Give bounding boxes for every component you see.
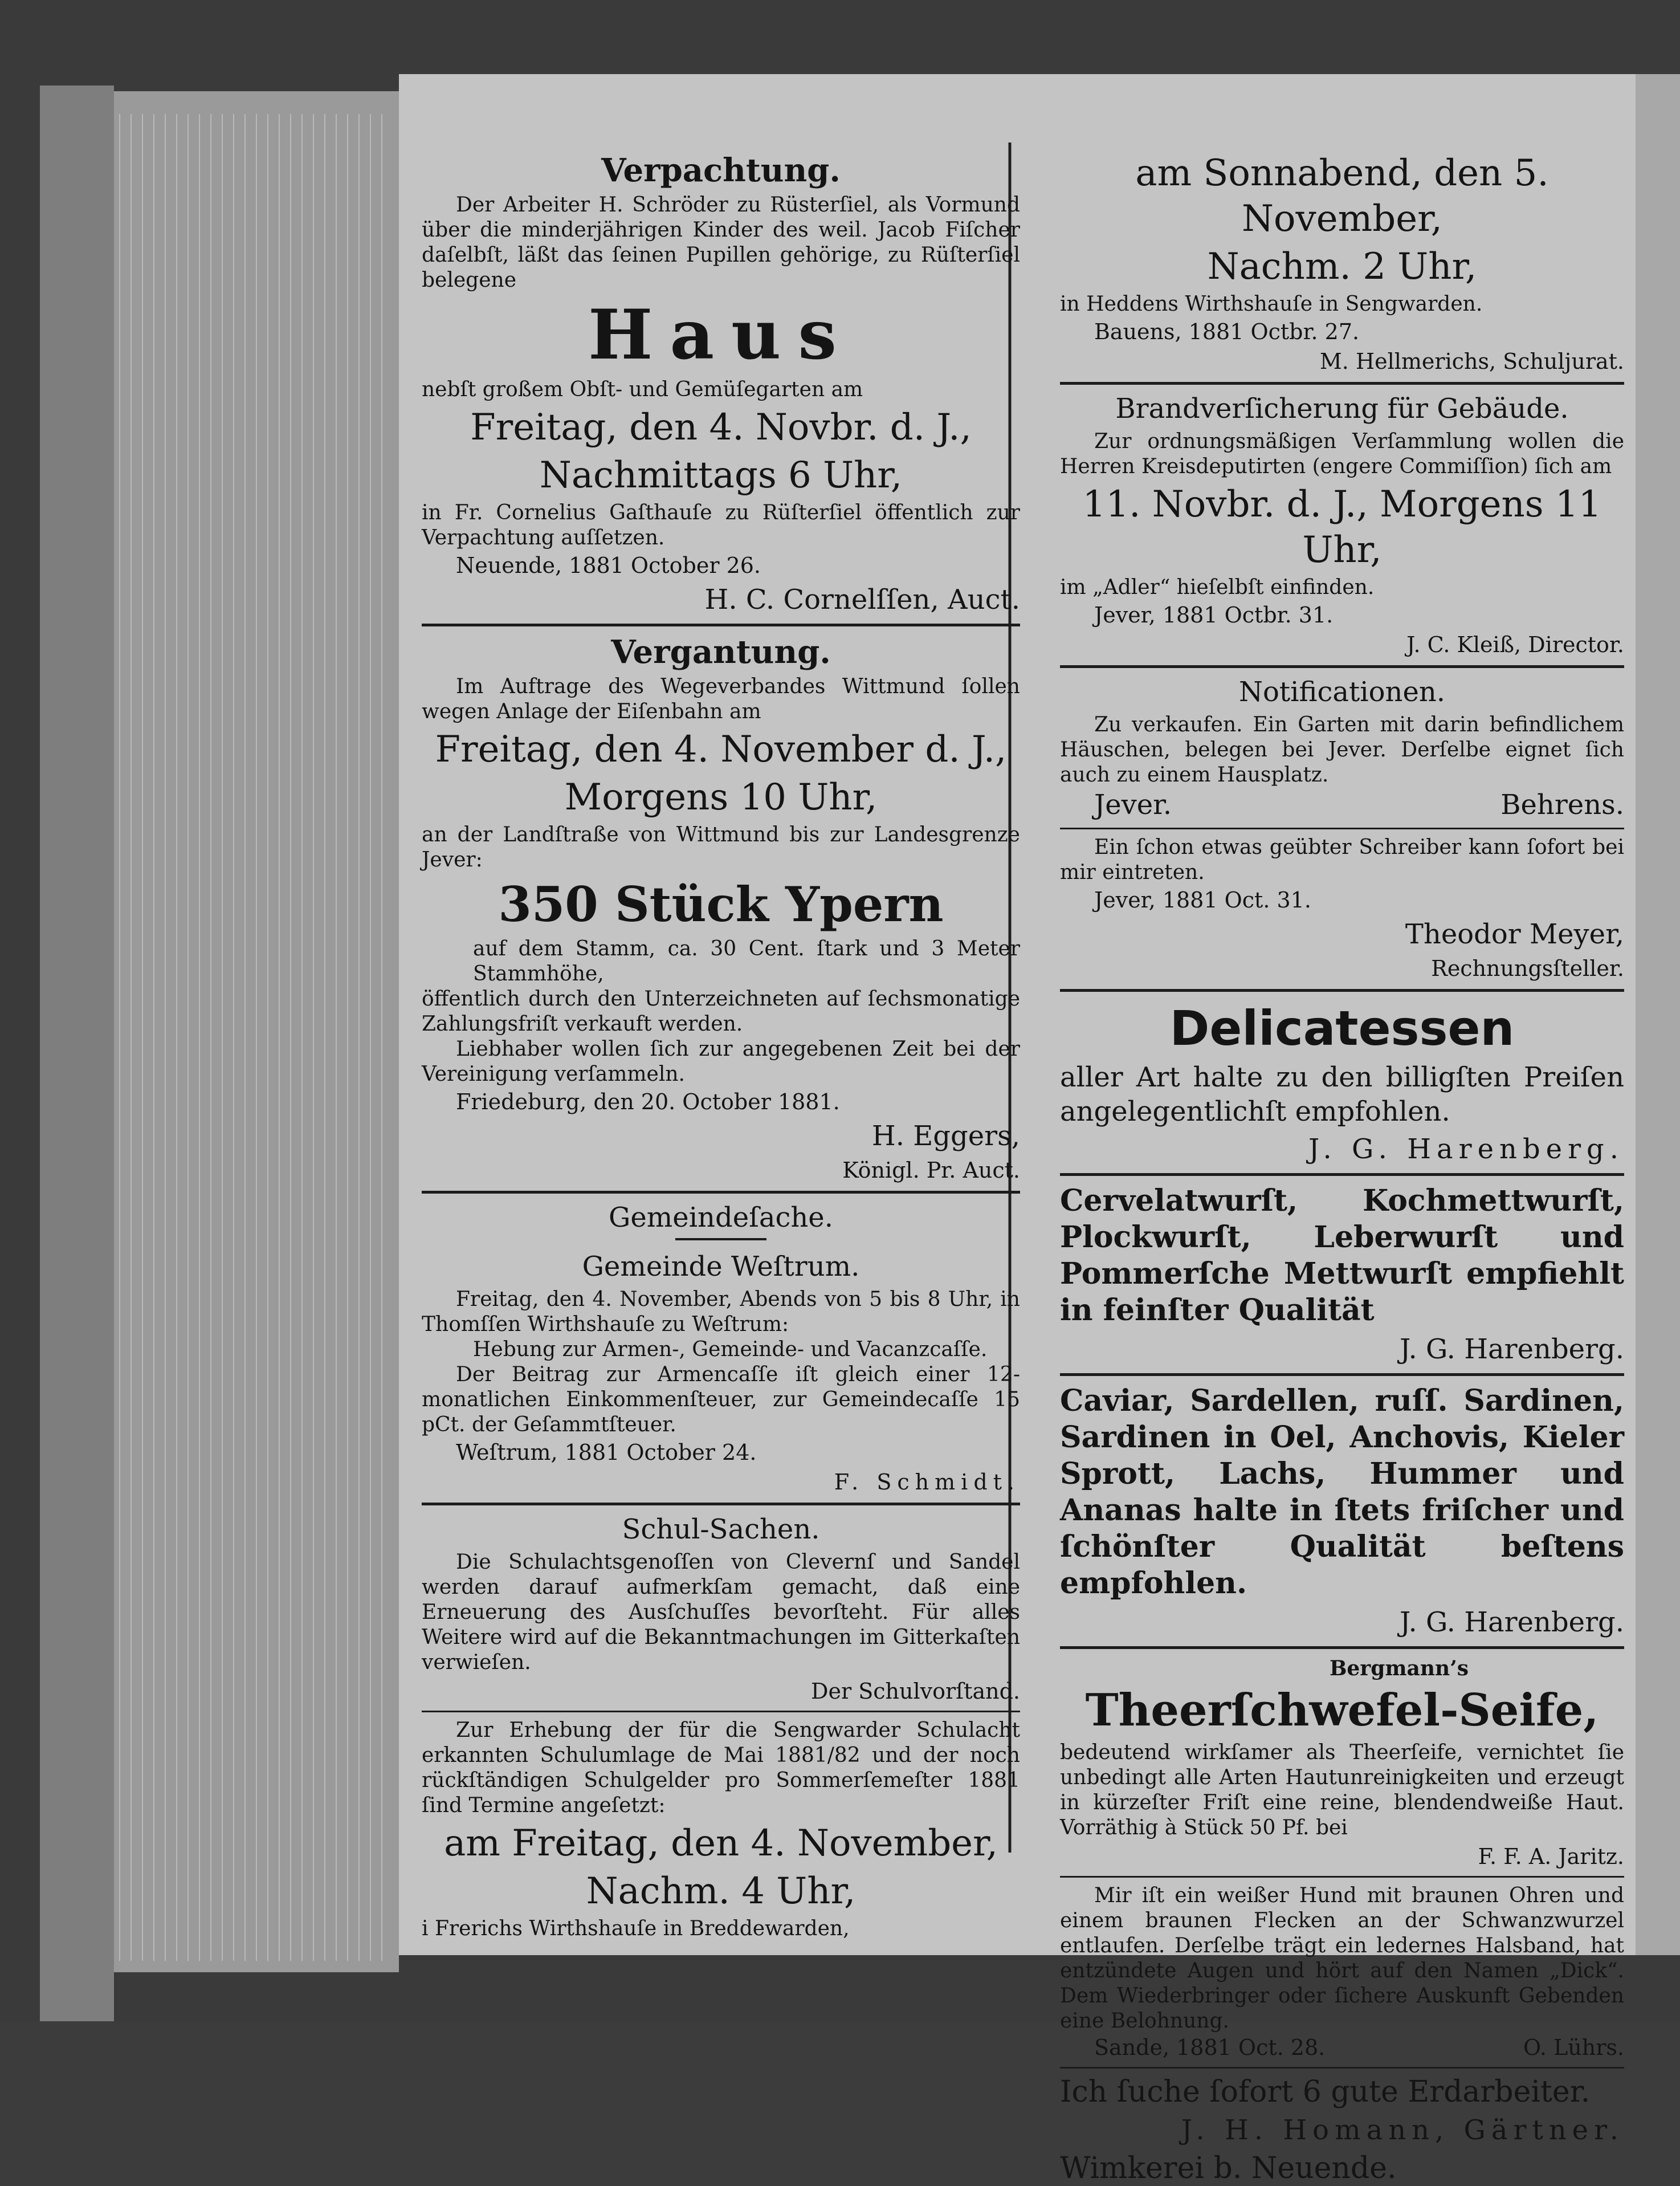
ad-delicatessen <box>1060 999 1624 1166</box>
notif-text2: Ein ſchon etwas geübter Schreiber kann ſofort bei mir eintreten. <box>1060 836 1624 884</box>
notif-signature2-title: Rechnungsſteller. <box>1431 956 1624 981</box>
delicatessen-text: aller Art halte zu den billigſten Preiſen angelegentlichſt empfohlen. <box>1060 1061 1624 1127</box>
ad-vergantung <box>422 633 1020 1184</box>
divider <box>422 1711 1020 1712</box>
caviar-signature: J. G. Harenberg. <box>1400 1606 1624 1638</box>
ad-verpachtung <box>422 152 1020 617</box>
notif-place1: Jever. <box>1094 789 1172 821</box>
brand-date: 11. Novbr. d. J., Morgens 11 Uhr, <box>1082 483 1602 571</box>
gemeinde-heading: Gemeinde Weſtrum. <box>582 1251 860 1283</box>
sengwarden-time: Nachm. 4 Uhr, <box>586 1870 856 1912</box>
notif-dateline2: Jever, 1881 Oct. 31. <box>1094 888 1311 913</box>
brand-text: Zur ordnungsmäßigen Verſammlung wollen die Herren Kreisdeputirten (engere Commiſſion) ſich am <box>1060 430 1624 478</box>
brand-dateline: Jever, 1881 Octbr. 31. <box>1094 603 1334 628</box>
divider <box>422 624 1020 626</box>
newspaper-page <box>399 74 1658 2185</box>
notif-text1: Zu verkaufen. Ein Garten mit darin befindlichem Häuschen, belegen bei Jever. Derſelbe eignet ſich auch zu einem Hausplatz. <box>1060 713 1624 787</box>
gemeinde-text2: Hebung zur Armen-, Gemeinde- und Vacanzcaſſe. <box>473 1338 988 1361</box>
vergantung-detail2: öffentlich durch den Unterzeichneten auf ſechsmonatige Zahlungsfriſt verkauft werden. <box>422 987 1020 1036</box>
divider <box>1060 989 1624 992</box>
right-column <box>1060 148 1624 2186</box>
divider <box>422 1503 1020 1505</box>
gemeinde-section-heading: Gemeindeſache. <box>609 1202 833 1234</box>
divider <box>1060 665 1624 668</box>
brand-place: im „Adler“ hieſelbſt einfinden. <box>1060 576 1375 599</box>
verpachtung-intro: Der Arbeiter H. Schröder zu Rüsterſiel, als Vormund über die minderjährigen Kinder des weil. Jacob Fiſcher daſelbſt, läßt das ſeinen Pupillen gehörige, zu Rüſterſiel belegene <box>422 193 1020 292</box>
verpachtung-date: Freitag, den 4. Novbr. d. J., <box>470 406 972 449</box>
schul-text: Die Schulachtsgenoſſen von Clevernſ und Sandel werden darauf aufmerkſam gemacht, daß eine Erneuerung des Ausſchuſſes bevorſteht. Für alles Weitere wird auf die Bekanntmachungen im Gitterkaſten verwieſen. <box>422 1550 1020 1674</box>
vergantung-dateline: Friedeburg, den 20. October 1881. <box>456 1089 840 1114</box>
ad-gemeinde <box>422 1200 1020 1496</box>
notif-heading: Notificationen. <box>1238 676 1446 708</box>
sengwarden2-dateline: Bauens, 1881 Octbr. 27. <box>1094 319 1360 344</box>
seife-signature: F. F. A. Jaritz. <box>1478 1844 1624 1869</box>
sengwarden2-time: Nachm. 2 Uhr, <box>1207 246 1477 288</box>
ad-schul-sachen <box>422 1512 1020 1705</box>
arbeiter-signature: J. H. Homann, Gärtner. <box>1181 2114 1624 2146</box>
notif-signature2: Theodor Meyer, <box>1405 918 1624 950</box>
vergantung-intro: Im Auftrage des Wegeverbandes Wittmund ſollen wegen Anlage der Eiſenbahn am <box>422 675 1020 723</box>
seife-text: bedeutend wirkſamer als Theerſeife, vernichtet ſie unbedingt alle Arten Hautunreinigkeiten und erzeugt in kürzeſter Friſt eine reine, blendendweiße Haut. Vorräthig à Stück 50 Pf. bei <box>1060 1741 1624 1839</box>
ad-notificationen <box>1060 675 1624 982</box>
vergantung-date: Freitag, den 4. November d. J., <box>435 728 1007 771</box>
ad-caviar <box>1060 1383 1624 1639</box>
hund-text: Mir iſt ein weißer Hund mit braunen Ohren und einem braunen Flecken an der Schwanzwurzel entlaufen. Derſelbe trägt ein ledernes Halsband, hat entzündete Augen und hört auf den Namen „Dick“. Dem Wiederbringer oder ſichere Auskunft Gebenden eine Belohnung. <box>1060 1884 1624 2033</box>
verpachtung-signature: H. C. Cornelſſen, Auct. <box>704 584 1020 616</box>
verpachtung-object: Haus <box>588 295 854 375</box>
gemeinde-dateline: Weſtrum, 1881 October 24. <box>456 1440 757 1465</box>
hund-signature: O. Lührs. <box>1523 2035 1624 2060</box>
brand-signature: J. C. Kleiß, Director. <box>1406 632 1624 657</box>
notif-signature1: Behrens. <box>1500 789 1624 821</box>
divider <box>1060 1373 1624 1376</box>
notif-signature-row <box>1060 788 1624 822</box>
vergantung-place: an der Landſtraße von Wittmund bis zur Landesgrenze Jever: <box>422 823 1020 872</box>
vergantung-signature: H. Eggers, <box>871 1120 1020 1152</box>
caviar-text: Caviar, Sardellen, ruſſ. Sardinen, Sardinen in Oel, Anchovis, Kieler Sprott, Lachs, Hummer und Ananas halte in ſtets friſcher und ſchönſter Qualität beſtens empfohlen. <box>1060 1383 1624 1601</box>
delicatessen-signature: J. G. Harenberg. <box>1308 1133 1624 1165</box>
gemeinde-text3: Der Beitrag zur Armencaſſe iſt gleich einer 12monatlichen Einkommenſteuer, zur Gemeindecaſſe 15 pCt. der Geſammtſteuer. <box>422 1363 1020 1436</box>
sengwarden-place: i Frerichs Wirthshauſe in Breddewarden, <box>422 1917 850 1940</box>
arbeiter-text: Ich ſuche ſofort 6 gute Erdarbeiter. <box>1060 2075 1591 2109</box>
divider <box>422 1191 1020 1194</box>
divider <box>1060 1173 1624 1176</box>
vergantung-detail1: auf dem Stamm, ca. 30 Cent. ſtark und 3 Meter Stammhöhe, <box>473 937 1020 986</box>
sengwarden2-signature: M. Hellmerichs, Schuljurat. <box>1319 349 1624 374</box>
vergantung-heading: Vergantung. <box>611 633 831 671</box>
gemeinde-signature: F. Schmidt. <box>834 1469 1020 1495</box>
divider <box>1060 382 1624 385</box>
verpachtung-dateline: Neuende, 1881 October 26. <box>456 553 761 578</box>
seife-heading: Theerſchwefel-Seife, <box>1085 1684 1599 1736</box>
divider <box>1060 1646 1624 1649</box>
vergantung-detail3: Liebhaber wollen ſich zur angegebenen Zeit bei der Vereinigung verſammeln. <box>422 1037 1020 1086</box>
divider <box>1060 828 1624 829</box>
ad-erdarbeiter <box>1060 2074 1624 2186</box>
hund-dateline: Sande, 1881 Oct. 28. <box>1094 2035 1326 2060</box>
vergantung-time: Morgens 10 Uhr, <box>564 776 878 819</box>
short-divider <box>675 1238 766 1240</box>
sengwarden-text: Zur Erhebung der für die Sengwarder Schulacht erkannten Schulumlage de Mai 1881/82 und der noch rückſtändigen Schulgelder pro Sommerſemeſter 1881 ſind Termine angeſetzt: <box>422 1719 1020 1817</box>
ad-brandversicherung <box>1060 392 1624 658</box>
divider <box>1060 1876 1624 1878</box>
verpachtung-place: in Fr. Cornelius Gaſthauſe zu Rüſterſiel öffentlich zur Verpachtung auſſetzen. <box>422 501 1020 549</box>
left-column <box>422 148 1020 1941</box>
verpachtung-heading: Verpachtung. <box>601 152 841 189</box>
verpachtung-time: Nachmittags 6 Uhr, <box>539 454 903 496</box>
sengwarden2-date: am Sonnabend, den 5. November, <box>1135 152 1549 240</box>
schul-signature: Der Schulvorſtand. <box>811 1679 1020 1704</box>
hund-signature-row <box>1060 2034 1624 2061</box>
divider <box>1060 2067 1624 2069</box>
wurst-signature: J. G. Harenberg. <box>1400 1333 1624 1365</box>
ad-hund <box>1060 1883 1624 2061</box>
seife-pre: Bergmann’s <box>1329 1656 1469 1680</box>
ad-theerschwefel-seife <box>1060 1656 1624 1870</box>
ad-wurst <box>1060 1183 1624 1366</box>
delicatessen-heading: Delicatessen <box>1169 1000 1515 1056</box>
gemeinde-text1: Freitag, den 4. November, Abends von 5 bis 8 Uhr, in Thomſſen Wirthshauſe zu Weſtrum: <box>422 1288 1020 1336</box>
ad-sengwarden-cont <box>1060 150 1624 375</box>
wurst-text: Cervelatwurſt, Kochmettwurſt, Plockwurſt, Leberwurſt und Pommerſche Mettwurſt empfiehlt in feinſter Qualität <box>1060 1183 1624 1328</box>
verpachtung-after-object: nebſt großem Obſt- und Gemüſegarten am <box>422 378 863 401</box>
sengwarden-date: am Freitag, den 4. November, <box>444 1822 998 1865</box>
vergantung-object: 350 Stück Ypern <box>498 876 944 933</box>
arbeiter-place: Wimkerei b. Neuende. <box>1060 2151 1397 2185</box>
brand-heading: Brandverſicherung für Gebäude. <box>1115 393 1569 425</box>
ad-sengwarden <box>422 1718 1020 1941</box>
schul-heading: Schul-Sachen. <box>622 1513 820 1545</box>
vergantung-signature-title: Königl. Pr. Auct. <box>842 1158 1020 1183</box>
sengwarden2-place: in Heddens Wirthshauſe in Sengwarden. <box>1060 292 1483 316</box>
